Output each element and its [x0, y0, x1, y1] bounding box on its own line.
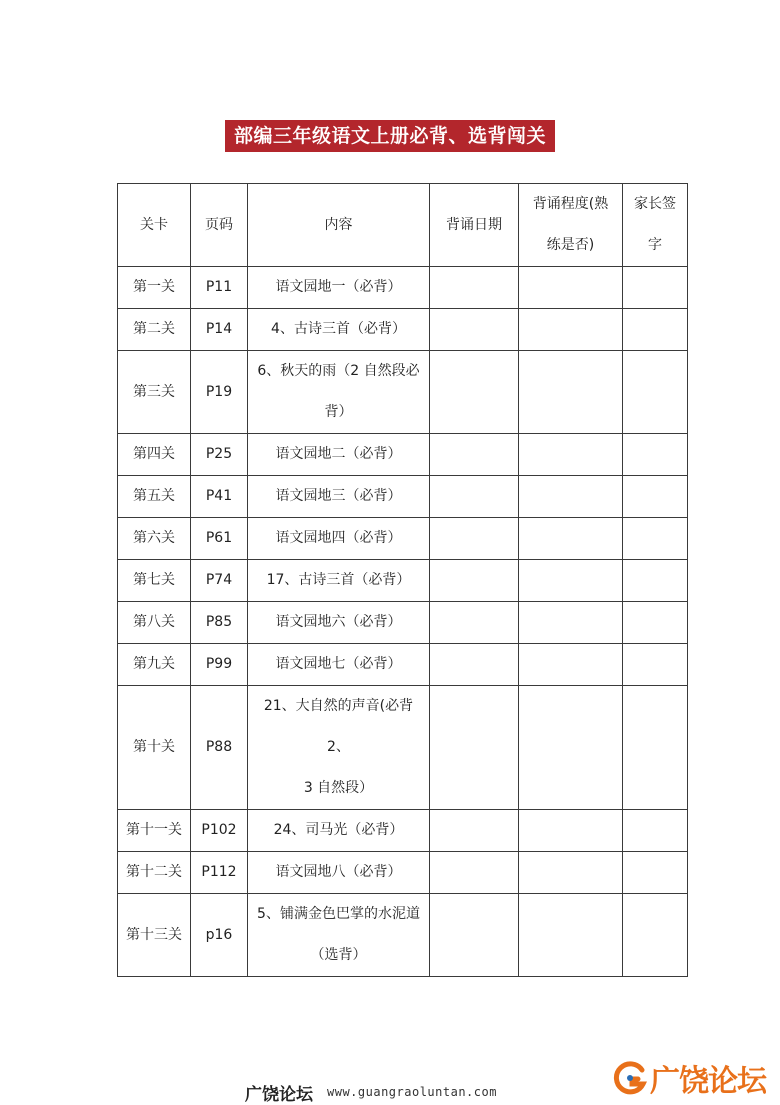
- cell-content-line: 语文园地六（必背）: [275, 614, 402, 630]
- cell-proficiency[interactable]: [519, 810, 623, 852]
- cell-content: [248, 351, 430, 434]
- table-row: [118, 434, 688, 476]
- cell-proficiency[interactable]: [519, 518, 623, 560]
- cell-level: 第九关: [118, 644, 191, 686]
- cell-parent-sign[interactable]: [623, 309, 688, 351]
- table-row: [118, 309, 688, 351]
- cell-date[interactable]: [430, 852, 519, 894]
- cell-content: [248, 644, 430, 686]
- cell-date[interactable]: [430, 351, 519, 434]
- cell-parent-sign[interactable]: [623, 560, 688, 602]
- header-sign-line1: 家长签: [634, 196, 676, 212]
- cell-level: 第十三关: [118, 894, 191, 977]
- footer-site-name: 广饶论坛: [245, 1085, 313, 1105]
- cell-date[interactable]: [430, 686, 519, 810]
- header-parent-sign: [623, 184, 688, 267]
- table-row: [118, 894, 688, 977]
- table-row: [118, 560, 688, 602]
- cell-page: P14: [191, 309, 248, 351]
- cell-level: 第七关: [118, 560, 191, 602]
- table-body: [118, 267, 688, 977]
- cell-level: 第六关: [118, 518, 191, 560]
- cell-level: 第四关: [118, 434, 191, 476]
- table-row: [118, 518, 688, 560]
- page-title: 部编三年级语文上册必背、选背闯关表: [225, 120, 555, 152]
- cell-level: 第五关: [118, 476, 191, 518]
- logo-text: 广饶论坛: [650, 1064, 766, 1099]
- table-row: [118, 476, 688, 518]
- cell-date[interactable]: [430, 894, 519, 977]
- cell-date[interactable]: [430, 267, 519, 309]
- challenge-table: [117, 183, 688, 977]
- table-row: [118, 810, 688, 852]
- header-date: 背诵日期: [430, 184, 519, 267]
- cell-date[interactable]: [430, 644, 519, 686]
- table-row: [118, 852, 688, 894]
- header-sign-line2: 字: [648, 237, 662, 253]
- cell-date[interactable]: [430, 434, 519, 476]
- cell-page: P85: [191, 602, 248, 644]
- cell-page: P112: [191, 852, 248, 894]
- cell-proficiency[interactable]: [519, 686, 623, 810]
- cell-page: P99: [191, 644, 248, 686]
- cell-content: [248, 686, 430, 810]
- cell-content-line: 语文园地二（必背）: [275, 446, 402, 462]
- header-content: 内容: [248, 184, 430, 267]
- cell-proficiency[interactable]: [519, 309, 623, 351]
- cell-level: 第十一关: [118, 810, 191, 852]
- site-logo: [612, 1058, 772, 1098]
- cell-content-line: （选背）: [310, 947, 367, 963]
- table-row: [118, 686, 688, 810]
- cell-date[interactable]: [430, 518, 519, 560]
- cell-content: [248, 810, 430, 852]
- cell-parent-sign[interactable]: [623, 518, 688, 560]
- cell-level: 第三关: [118, 351, 191, 434]
- cell-content: [248, 894, 430, 977]
- cell-content: [248, 309, 430, 351]
- cell-content-line: 语文园地三（必背）: [275, 488, 402, 504]
- cell-parent-sign[interactable]: [623, 434, 688, 476]
- cell-content-line: 4、古诗三首（必背）: [271, 321, 406, 337]
- cell-proficiency[interactable]: [519, 267, 623, 309]
- cell-page: P19: [191, 351, 248, 434]
- cell-parent-sign[interactable]: [623, 894, 688, 977]
- cell-page: P25: [191, 434, 248, 476]
- header-page: 页码: [191, 184, 248, 267]
- cell-proficiency[interactable]: [519, 644, 623, 686]
- cell-proficiency[interactable]: [519, 894, 623, 977]
- cell-content-line: 17、古诗三首（必背）: [266, 572, 411, 588]
- cell-page: P88: [191, 686, 248, 810]
- cell-page: P11: [191, 267, 248, 309]
- cell-page: p16: [191, 894, 248, 977]
- cell-content-line: 5、铺满金色巴掌的水泥道: [257, 906, 420, 922]
- cell-content-line: 语文园地四（必背）: [275, 530, 402, 546]
- cell-content-line: 21、大自然的声音(必背 2、: [263, 698, 414, 755]
- cell-content: [248, 476, 430, 518]
- table-row: [118, 602, 688, 644]
- cell-content-line: 语文园地八（必背）: [275, 864, 402, 880]
- cell-content: [248, 434, 430, 476]
- cell-level: 第一关: [118, 267, 191, 309]
- cell-content: [248, 518, 430, 560]
- cell-date[interactable]: [430, 309, 519, 351]
- cell-parent-sign[interactable]: [623, 267, 688, 309]
- cell-parent-sign[interactable]: [623, 476, 688, 518]
- cell-content: [248, 602, 430, 644]
- table-row: [118, 644, 688, 686]
- table-row: [118, 267, 688, 309]
- cell-date[interactable]: [430, 560, 519, 602]
- cell-content-line: 3 自然段）: [303, 780, 374, 796]
- cell-level: 第十关: [118, 686, 191, 810]
- cell-proficiency[interactable]: [519, 560, 623, 602]
- cell-parent-sign[interactable]: [623, 686, 688, 810]
- cell-content: [248, 267, 430, 309]
- cell-content-line: 语文园地七（必背）: [275, 656, 402, 672]
- cell-level: 第二关: [118, 309, 191, 351]
- cell-date[interactable]: [430, 602, 519, 644]
- cell-page: P74: [191, 560, 248, 602]
- g-swirl-logo-icon: [612, 1060, 648, 1096]
- cell-level: 第八关: [118, 602, 191, 644]
- cell-page: P41: [191, 476, 248, 518]
- cell-date[interactable]: [430, 476, 519, 518]
- cell-content-line: 6、秋天的雨（2 自然段必: [257, 363, 420, 379]
- cell-level: 第十二关: [118, 852, 191, 894]
- cell-content-line: 24、司马光（必背）: [273, 822, 404, 838]
- cell-page: P61: [191, 518, 248, 560]
- header-proficiency: [519, 184, 623, 267]
- cell-parent-sign[interactable]: [623, 810, 688, 852]
- cell-page: P102: [191, 810, 248, 852]
- cell-content-line: 背）: [324, 404, 353, 420]
- cell-proficiency[interactable]: [519, 434, 623, 476]
- cell-content: [248, 560, 430, 602]
- cell-content-line: 语文园地一（必背）: [275, 279, 402, 295]
- header-proficiency-line1: 背诵程度(熟: [532, 196, 609, 212]
- cell-proficiency[interactable]: [519, 602, 623, 644]
- cell-parent-sign[interactable]: [623, 644, 688, 686]
- table-row: [118, 351, 688, 434]
- cell-parent-sign[interactable]: [623, 602, 688, 644]
- cell-parent-sign[interactable]: [623, 852, 688, 894]
- cell-proficiency[interactable]: [519, 476, 623, 518]
- cell-proficiency[interactable]: [519, 852, 623, 894]
- header-proficiency-line2: 练是否): [546, 237, 595, 253]
- cell-date[interactable]: [430, 810, 519, 852]
- table-header-row: [118, 184, 688, 267]
- cell-parent-sign[interactable]: [623, 351, 688, 434]
- header-level: 关卡: [118, 184, 191, 267]
- footer-url[interactable]: www.guangraoluntan.com: [327, 1085, 497, 1099]
- cell-content: [248, 852, 430, 894]
- cell-proficiency[interactable]: [519, 351, 623, 434]
